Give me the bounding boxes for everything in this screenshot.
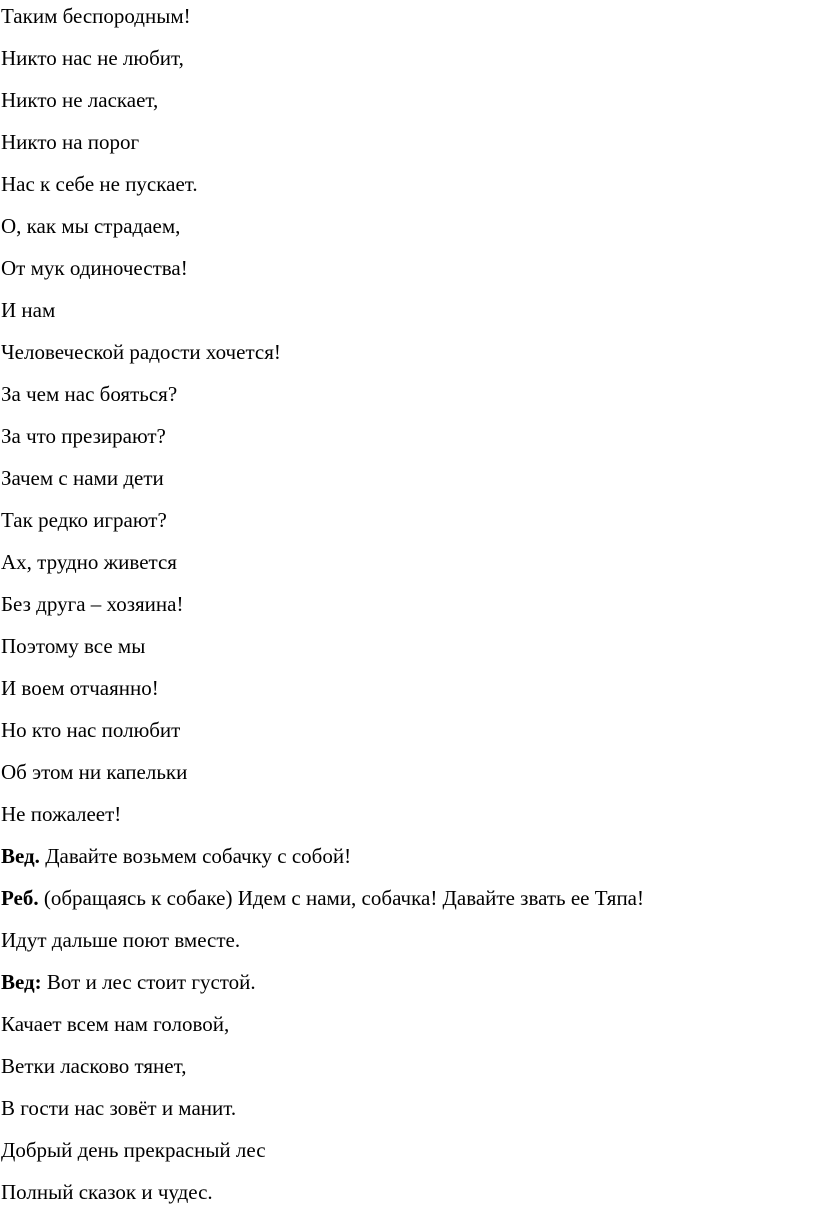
line-text: Никто на порог xyxy=(1,130,140,154)
line-text: Таким беспородным! xyxy=(1,4,191,28)
speaker-label: Реб. xyxy=(1,886,39,910)
text-line xyxy=(1,297,55,323)
text-line xyxy=(1,801,121,827)
line-text: И нам xyxy=(1,298,56,322)
line-text: Качает всем нам головой, xyxy=(1,1012,230,1036)
text-line xyxy=(1,171,198,197)
line-text: Никто не ласкает, xyxy=(1,88,159,112)
text-line xyxy=(1,1053,186,1079)
speaker-label: Вед. xyxy=(1,844,40,868)
text-line xyxy=(1,717,180,743)
text-line xyxy=(1,423,166,449)
text-line xyxy=(1,3,191,29)
text-line xyxy=(1,45,184,71)
speaker-label: Вед: xyxy=(1,970,42,994)
line-text: Ветки ласково тянет, xyxy=(1,1054,187,1078)
text-line xyxy=(1,129,139,155)
line-text: Ах, трудно живется xyxy=(1,550,177,574)
text-line xyxy=(1,1011,229,1037)
text-line xyxy=(1,381,177,407)
line-text: Но кто нас полюбит xyxy=(1,718,181,742)
line-text: Нас к себе не пускает. xyxy=(1,172,198,196)
line-text: Зачем с нами дети xyxy=(1,466,164,490)
text-line xyxy=(1,465,164,491)
text-line xyxy=(1,549,177,575)
text-line xyxy=(1,591,183,617)
text-line xyxy=(1,1179,213,1205)
text-line xyxy=(1,675,159,701)
line-text: Поэтому все мы xyxy=(1,634,146,658)
text-line xyxy=(1,339,281,365)
line-text: Без друга – хозяина! xyxy=(1,592,184,616)
text-line xyxy=(1,255,188,281)
line-text: Не пожалеет! xyxy=(1,802,122,826)
line-text: Добрый день прекрасный лес xyxy=(1,1138,266,1162)
line-text: (обращаясь к собаке) Идем с нами, собачка! Давайте звать ее Тяпа! xyxy=(38,886,644,910)
text-line xyxy=(1,927,240,953)
line-text: О, как мы страдаем, xyxy=(1,214,181,238)
line-text: За чем нас бояться? xyxy=(1,382,178,406)
line-text: В гости нас зовёт и манит. xyxy=(1,1096,237,1120)
line-text: И воем отчаянно! xyxy=(1,676,159,700)
text-line xyxy=(1,885,644,911)
text-line xyxy=(1,759,187,785)
text-line xyxy=(1,1137,266,1163)
text-line xyxy=(1,843,351,869)
text-line xyxy=(1,969,256,995)
line-text: От мук одиночества! xyxy=(1,256,188,280)
line-text: Давайте возьмем собачку с собой! xyxy=(39,844,352,868)
text-line xyxy=(1,633,145,659)
line-text: Идут дальше поют вместе. xyxy=(1,928,241,952)
line-text: За что презирают? xyxy=(1,424,166,448)
line-text: Полный сказок и чудес. xyxy=(1,1180,213,1204)
text-line xyxy=(1,87,158,113)
text-line xyxy=(1,213,180,239)
line-text: Так редко играют? xyxy=(1,508,167,532)
line-text: Вот и лес стоит густой. xyxy=(41,970,256,994)
line-text: Человеческой радости хочется! xyxy=(1,340,281,364)
line-text: Об этом ни капельки xyxy=(1,760,188,784)
text-line xyxy=(1,507,167,533)
line-text: Никто нас не любит, xyxy=(1,46,184,70)
text-line xyxy=(1,1095,236,1121)
